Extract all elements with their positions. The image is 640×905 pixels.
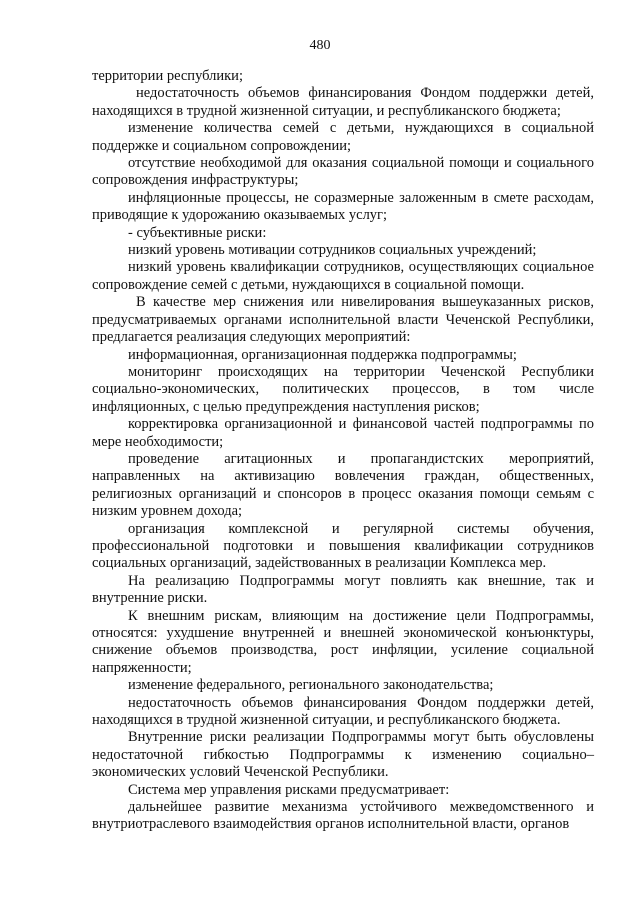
paragraph: Система мер управления рисками предусматривает: bbox=[128, 781, 450, 798]
paragraph: низкий уровень квалификации сотрудников, осуществляющих социальное сопровождение семей с детьми, нуждающихся в социальной помощи. bbox=[92, 259, 594, 293]
paragraph: корректировка организационной и финансовой частей подпрограммы по мере необходимости; bbox=[92, 416, 594, 450]
paragraph: территории республики; bbox=[92, 68, 243, 84]
paragraph: низкий уровень мотивации сотрудников социальных учреждений; bbox=[128, 242, 537, 259]
paragraph: проведение агитационных и пропагандистских мероприятий, направленных на активизацию вовлечения граждан, общественных, религиозных организаций и спонсоров в процесс оказания помощи семьям с низким уровнем дохода; bbox=[92, 450, 594, 520]
paragraph: - субъективные риски: bbox=[128, 224, 267, 241]
paragraph: организация комплексной и регулярной системы обучения, профессиональной подготовки и повышения квалификации сотрудников социальных организаций, задействованных в реализации Комплекса мер. bbox=[92, 520, 594, 572]
paragraph: инфляционные процессы, не соразмерные заложенным в смете расходам, приводящие к удорожанию оказываемых услуг; bbox=[92, 189, 594, 224]
paragraph: К внешним рискам, влияющим на достижение цели Подпрограммы, относятся: ухудшение внутренней и внешней экономической конъюнктуры, снижение объемов производства, рост инфляции, усиление социальной напряженности; bbox=[92, 607, 594, 676]
paragraph: дальнейшее развитие механизма устойчивого межведомственного и внутриотраслевого взаимодействия органов исполнительной власти, органов bbox=[92, 799, 594, 833]
paragraph: изменение количества семей с детьми, нуждающихся в социальной поддержке и социальном сопровождении; bbox=[92, 120, 594, 154]
page-number: 480 bbox=[309, 38, 331, 53]
body-text bbox=[92, 68, 594, 834]
paragraph: недостаточность объемов финансирования Фондом поддержки детей, находящихся в трудной жизненной ситуации, и республиканского бюджета. bbox=[92, 694, 594, 729]
paragraph: изменение федерального, регионального законодательства; bbox=[128, 677, 494, 694]
paragraph: мониторинг происходящих на территории Чеченской Республики социально-экономических, политических процессов, в том числе инфляционных, с целью предупреждения наступления рисков; bbox=[92, 363, 594, 415]
paragraph: отсутствие необходимой для оказания социальной помощи и социального сопровождения инфраструктуры; bbox=[92, 155, 594, 189]
paragraph: На реализацию Подпрограммы могут повлиять как внешние, так и внутренние риски. bbox=[92, 572, 594, 607]
paragraph: недостаточность объемов финансирования Фондом поддержки детей, находящихся в трудной жизненной ситуации, и республиканского бюджета; bbox=[92, 85, 594, 119]
paragraph: информационная, организационная поддержка подпрограммы; bbox=[128, 346, 517, 363]
paragraph: В качестве мер снижения или нивелирования вышеуказанных рисков, предусматриваемых органами исполнительной власти Чеченской Республики, предлагается реализация следующих мероприятий: bbox=[92, 294, 594, 346]
paragraph: Внутренние риски реализации Подпрограммы могут быть обусловлены недостаточной гибкостью Подпрограммы к изменению социально–экономических условий Чеченской Республики. bbox=[92, 729, 594, 781]
